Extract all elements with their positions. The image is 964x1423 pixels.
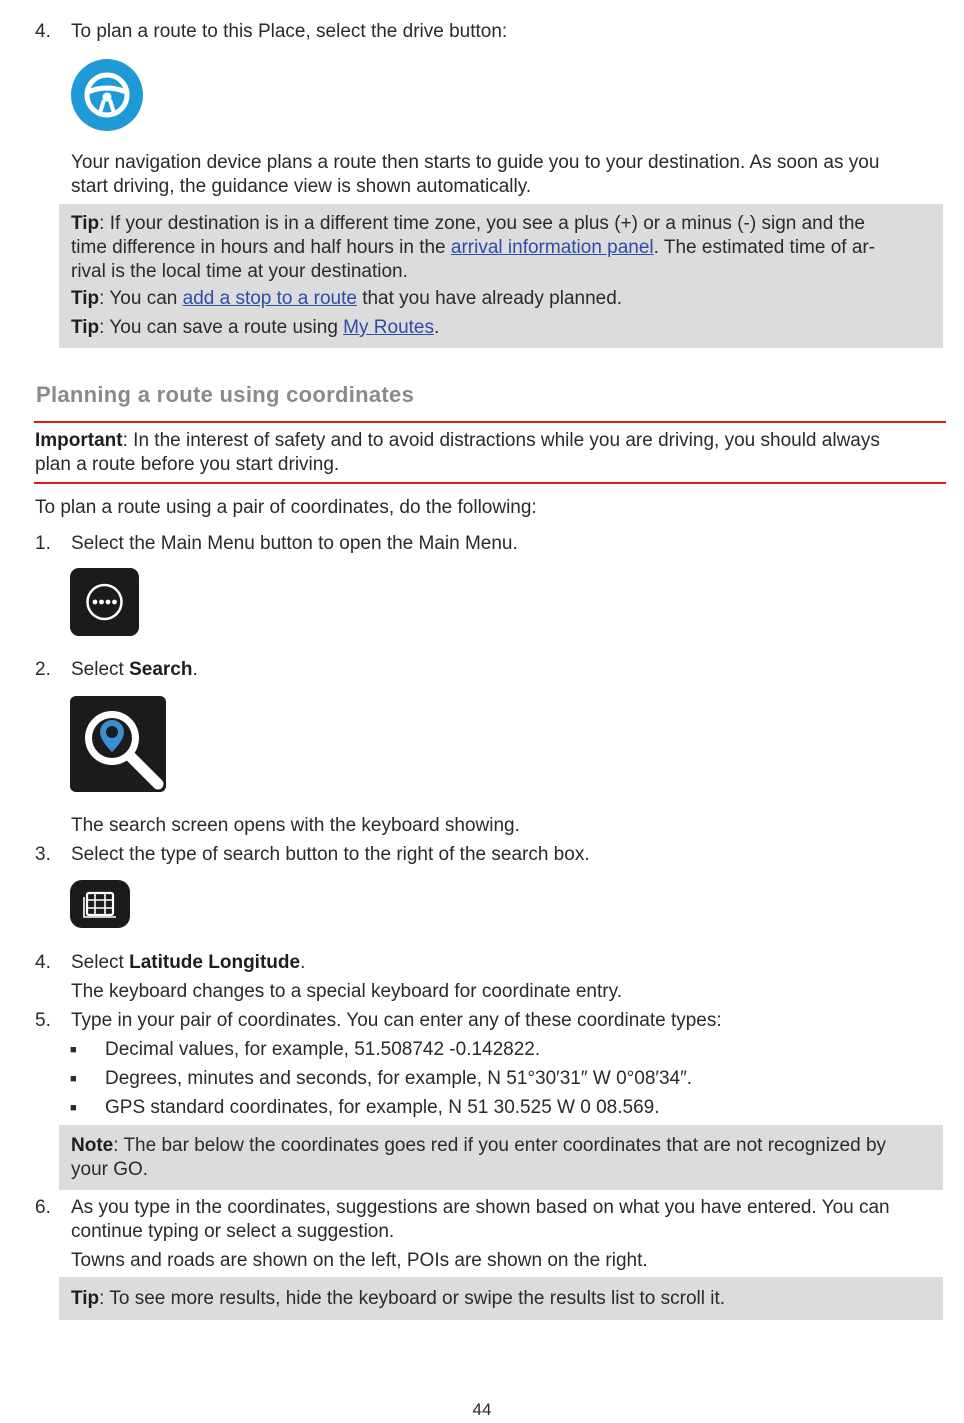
bullet-item: Degrees, minutes and seconds, for example, N 51°30′31″ W 0°08′34″.: [105, 1068, 693, 1089]
intro-text: To plan a route using a pair of coordinates, do the following:: [35, 497, 537, 518]
search-icon: [70, 696, 166, 792]
step-number: 4.: [35, 21, 51, 42]
tip-line: [71, 316, 439, 340]
page-number: 44: [472, 1400, 492, 1419]
paragraph-line: start driving, the guidance view is shown automatically.: [71, 176, 532, 197]
add-stop-link[interactable]: add a stop to a route: [182, 288, 357, 309]
tip-line: rival is the local time at your destination.: [71, 261, 408, 282]
important-text: : In the interest of safety and to avoid distractions while you are driving, you should always: [122, 430, 880, 451]
my-routes-link[interactable]: My Routes: [343, 317, 434, 338]
note-line: [71, 1134, 886, 1158]
note-line: your GO.: [71, 1159, 149, 1180]
tip-label: Tip: [71, 288, 100, 309]
tip-text: : You can save a route using: [99, 317, 344, 338]
important-label: Important: [35, 430, 123, 451]
section-heading: Planning a route using coordinates: [36, 382, 415, 407]
search-type-icon: [70, 880, 130, 928]
step-number: 5.: [35, 1010, 51, 1031]
tip-label: Tip: [71, 213, 100, 234]
step-bold: Search: [129, 659, 193, 680]
bullet-item: GPS standard coordinates, for example, N 51 30.525 W 0 08.569.: [105, 1097, 660, 1118]
tip-line: [71, 236, 875, 260]
paragraph-line: Your navigation device plans a route then starts to guide you to your destination. As soon as you: [71, 152, 880, 173]
main-menu-icon: [70, 568, 139, 636]
step-text: To plan a route to this Place, select the drive button:: [71, 21, 508, 42]
bullet-marker: ■: [70, 1044, 77, 1056]
step-number: 4.: [35, 952, 51, 973]
step-text: continue typing or select a suggestion.: [71, 1221, 395, 1242]
tip-text: : If your destination is in a different time zone, you see a plus (+) or a minus (-) sign and the: [99, 213, 866, 234]
step-number: 6.: [35, 1197, 51, 1218]
note-text: : The bar below the coordinates goes red if you enter coordinates that are not recognized by: [113, 1135, 887, 1156]
arrival-info-panel-link[interactable]: arrival information panel: [450, 237, 654, 258]
bullet-item: Decimal values, for example, 51.508742 -0.142822.: [105, 1039, 541, 1060]
step-text: Select the type of search button to the right of the search box.: [71, 844, 590, 865]
step-number: 2.: [35, 659, 51, 680]
tip-line: [71, 287, 622, 311]
step-note: Towns and roads are shown on the left, POIs are shown on the right.: [71, 1250, 648, 1271]
step-number: 3.: [35, 844, 51, 865]
step-note: The search screen opens with the keyboard showing.: [71, 815, 520, 836]
tip-text: . The estimated time of ar-: [653, 237, 876, 258]
tip-label: Tip: [71, 317, 100, 338]
tip-text: time difference in hours and half hours in the: [71, 237, 451, 258]
tip-line: [71, 1287, 725, 1311]
step-text-part: .: [192, 659, 198, 680]
step-text: [71, 951, 305, 975]
note-label: Note: [71, 1135, 114, 1156]
step-number: 1.: [35, 533, 51, 554]
important-line: plan a route before you start driving.: [35, 454, 340, 475]
step-text: Type in your pair of coordinates. You can enter any of these coordinate types:: [71, 1010, 722, 1031]
important-line: [35, 429, 880, 453]
step-text-part: Select: [71, 659, 130, 680]
tip-text: : To see more results, hide the keyboard or swipe the results list to scroll it.: [99, 1288, 726, 1309]
step-text: As you type in the coordinates, suggestions are shown based on what you have entered. You can: [71, 1197, 890, 1218]
step-text-part: Select: [71, 952, 130, 973]
step-bold: Latitude Longitude: [129, 952, 301, 973]
bullet-marker: ■: [70, 1073, 77, 1085]
step-text: Select the Main Menu button to open the Main Menu.: [71, 533, 518, 554]
red-rule: [34, 421, 946, 423]
step-note: The keyboard changes to a special keyboard for coordinate entry.: [71, 981, 622, 1002]
steering-wheel-icon: [71, 59, 143, 131]
tip-text: that you have already planned.: [356, 288, 623, 309]
red-rule: [34, 482, 946, 484]
bullet-marker: ■: [70, 1102, 77, 1114]
tip-text: : You can: [99, 288, 183, 309]
tip-label: Tip: [71, 1288, 100, 1309]
tip-text: .: [433, 317, 440, 338]
step-text-part: .: [300, 952, 306, 973]
step-text: [71, 658, 198, 682]
tip-line: [71, 212, 865, 236]
